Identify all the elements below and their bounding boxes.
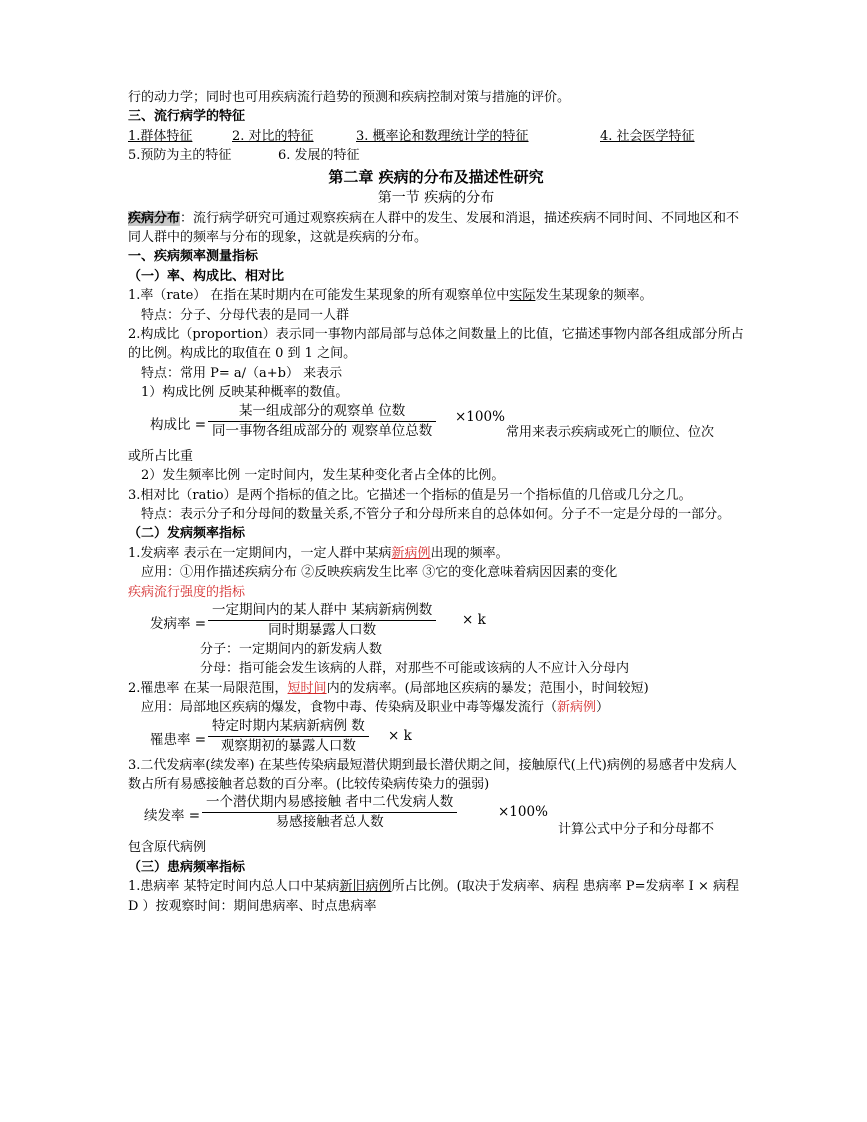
formula-numerator: 一定期间内的某人群中 某病新病例数 [208, 602, 436, 621]
formula-numerator: 一个潜伏期内易感接触 者中二代发病人数 [202, 794, 457, 813]
formula-multiplier: × k [388, 727, 412, 744]
secondary-attack-note-b: 包含原代病例 [128, 840, 207, 856]
document-page [128, 88, 744, 916]
prevalence-definition [128, 877, 744, 916]
ratio-feature: 特点：表示分子和分母间的数量关系,不管分子和分母所来自的总体如何。分子不一定是分母的一部分。 [141, 506, 731, 522]
rate-feature: 特点：分子、分母代表的是同一人群 [141, 307, 350, 323]
proportion-note-a: 常用来表示疾病或死亡的顺位、位次 [506, 424, 715, 440]
feature-1: 1.群体特征 [128, 128, 193, 144]
formula-fraction [208, 403, 436, 440]
formula-lhs: 发病率 = [150, 615, 207, 632]
attack-text-b: 内的发病率。(局部地区疾病的暴发；范围小，时间较短) [326, 680, 649, 696]
incidence-definition [128, 544, 744, 563]
intro-tail-text: 行的动力学；同时也可用疾病流行趋势的预测和疾病控制对策与措施的评价。 [128, 90, 571, 105]
proportion-feature: 特点：常用 P= a/（a+b） 来表示 [141, 365, 343, 381]
incidence-text-b: 出现的频率。 [430, 545, 509, 561]
rate-text-b: 发生某现象的频率。 [535, 288, 653, 304]
formula-numerator: 特定时期内某病新病例 数 [208, 718, 369, 737]
feature-4: 4. 社会医学特征 [600, 128, 695, 144]
secondary-attack-rate-definition: 3.二代发病率(续发率) 在某些传染病最短潜伏期到最长潜伏期之间，接触原代(上代)病例的易感者中发病人数占所有易感接触者总数的百分率。(比较传染病传染力的强弱) [128, 757, 737, 792]
secondary-attack-note-a: 计算公式中分子和分母都不 [558, 822, 715, 838]
proportion-item-2: 2）发生频率比例 一定时间内，发生某种变化者占全体的比例。 [141, 468, 505, 484]
incidence-formula [128, 602, 744, 640]
formula-lhs: 续发率 = [144, 808, 201, 825]
features-row-1 [128, 127, 744, 146]
heading-prevalence-measures: （三）患病频率指标 [128, 859, 246, 875]
formula-denominator: 观察期初的暴露人口数 [220, 737, 356, 754]
secondary-attack-rate-formula [128, 794, 744, 838]
formula-denominator: 易感接触者总人数 [275, 814, 384, 831]
heading-rate-proportion-ratio: （一）率、构成比、相对比 [128, 268, 285, 284]
incidence-numerator-note: 分子：一定期间内的新发病人数 [200, 641, 383, 657]
proportion-formula [128, 403, 744, 447]
chapter-title: 第二章 疾病的分布及描述性研究 [328, 167, 544, 186]
prevalence-text-b: 所占比例。(取决于发病率、病程 患病率 P=发病率 I × 病程 D ）按观察时间：期间患病率、时点患病率 [128, 879, 739, 914]
feature-2: 2. 对比的特征 [232, 128, 314, 144]
formula-multiplier: ×100% [455, 408, 505, 425]
disease-distribution-definition [128, 209, 744, 248]
heading-incidence-measures: （二）发病频率指标 [128, 526, 246, 542]
feature-3: 3. 概率论和数理统计学的特征 [356, 128, 529, 144]
attack-use-text-a: 应用：局部地区疾病的爆发，食物中毒、传染病及职业中毒等爆发流行（ [141, 700, 558, 716]
features-row-2 [128, 146, 744, 165]
incidence-application: 应用：①用作描述疾病分布 ②反映疾病发生比率 ③它的变化意味着病因因素的变化 [141, 565, 618, 581]
distribution-term: 疾病分布 [128, 210, 181, 226]
attack-rate-application [128, 698, 744, 717]
feature-5: 5.预防为主的特征 [128, 148, 232, 164]
heading-features: 三、流行病学的特征 [128, 109, 246, 125]
attack-short-time: 短时间 [287, 680, 327, 696]
feature-6: 6. 发展的特征 [278, 148, 360, 164]
formula-fraction [202, 794, 457, 831]
attack-rate-definition [128, 679, 744, 698]
attack-use-new-cases: 新病例 [557, 700, 597, 716]
formula-fraction [208, 718, 369, 755]
incidence-intensity-note: 疾病流行强度的指标 [128, 584, 246, 600]
proportion-note-b: 或所占比重 [128, 448, 194, 464]
formula-fraction [208, 602, 436, 639]
attack-use-text-b: ） [596, 700, 610, 716]
heading-frequency-measures: 一、疾病频率测量指标 [128, 249, 259, 265]
section-title: 第一节 疾病的分布 [377, 189, 495, 206]
rate-underlined: 实际 [509, 288, 536, 304]
attack-text-a: 2.罹患率 在某一局限范围， [128, 680, 288, 696]
rate-definition [128, 286, 744, 305]
ratio-definition: 3.相对比（ratio）是两个指标的值之比。它描述一个指标的值是另一个指标值的几倍或几分之几。 [128, 487, 692, 503]
formula-multiplier: × k [462, 611, 486, 628]
proportion-item-1: 1）构成比例 反映某种概率的数值。 [141, 385, 349, 401]
formula-lhs: 构成比 = [150, 416, 207, 433]
prevalence-text-a: 1.患病率 某特定时间内总人口中某病 [128, 879, 340, 895]
distribution-definition-text: ：流行病学研究可通过观察疾病在人群中的发生、发展和消退，描述疾病不同时间、不同地区和不同人群中的频率与分布的现象，这就是疾病的分布。 [128, 210, 740, 246]
attack-rate-formula [128, 718, 744, 756]
prevalence-new-old-cases: 新旧病例 [339, 879, 392, 895]
incidence-new-cases: 新病例 [391, 545, 431, 561]
formula-denominator: 同一事物各组成部分的 观察单位总数 [212, 422, 433, 439]
rate-text-a: 1.率（rate） 在指在某时期内在可能发生某现象的所有观察单位中 [128, 288, 510, 304]
formula-numerator: 某一组成部分的观察单 位数 [208, 403, 436, 422]
formula-denominator: 同时期暴露人口数 [268, 621, 377, 638]
formula-multiplier: ×100% [498, 804, 548, 821]
proportion-definition: 2.构成比（proportion）表示同一事物内部局部与总体之间数量上的比值，它描述事物内部各组成部分所占的比例。构成比的取值在 0 到 1 之间。 [128, 327, 744, 362]
incidence-text-a: 1.发病率 表示在一定期间内，一定人群中某病 [128, 545, 392, 561]
incidence-denominator-note: 分母：指可能会发生该病的人群，对那些不可能或该病的人不应计入分母内 [200, 661, 630, 677]
formula-lhs: 罹患率 = [150, 731, 207, 748]
